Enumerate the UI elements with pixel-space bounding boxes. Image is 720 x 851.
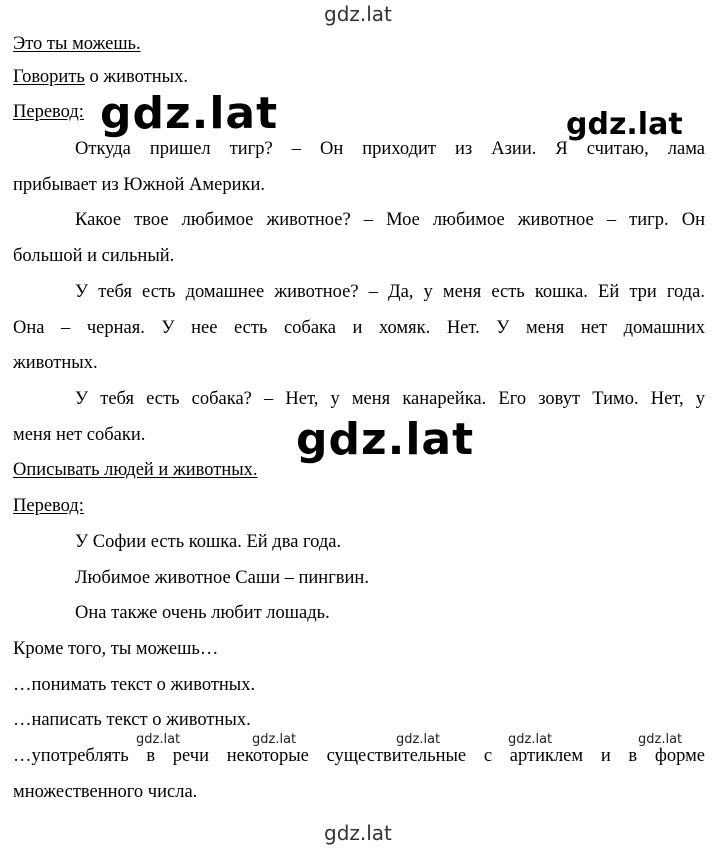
watermark-row-3: gdz.lat (396, 732, 441, 747)
paragraph-3-line-1: У тебя есть домашнее животное? – Да, у меня есть кошка. Ей три года. (75, 282, 705, 302)
translation-label-2: Перевод: (13, 496, 84, 516)
watermark-row-5: gdz.lat (638, 732, 683, 747)
speak-rest: о животных. (84, 67, 188, 87)
paragraph-2-line-2: большой и сильный. (13, 246, 175, 266)
paragraph-3-line-3: животных. (13, 353, 98, 373)
sentence-2: Любимое животное Саши – пингвин. (75, 568, 369, 588)
paragraph-3-line-2: Она – черная. У нее есть собака и хомяк. Нет. У меня нет домашних (13, 318, 705, 338)
sentence-3: Она также очень любит лошадь. (75, 603, 330, 623)
translation-label-1: Перевод: (13, 102, 84, 122)
skill-item-3-line-2: множественного числа. (13, 782, 198, 802)
watermark-top: gdz.lat (324, 2, 392, 26)
sentence-1: У Софии есть кошка. Ей два года. (75, 532, 342, 552)
paragraph-4-line-1: У тебя есть собака? – Нет, у меня канарейка. Его зовут Тимо. Нет, у (75, 389, 705, 409)
skill-item-3-line-1: …употреблять в речи некоторые существительные с артиклем и в форме (13, 746, 705, 766)
speak-about-animals (13, 66, 705, 88)
section2-heading: Описывать людей и животных. (13, 460, 258, 480)
paragraph-4-line-2: меня нет собаки. (13, 425, 146, 445)
paragraph-2-line-1: Какое твое любимое животное? – Мое любимое животное – тигр. Он (75, 210, 705, 230)
skill-item-2: …написать текст о животных. (13, 710, 251, 730)
also-can-intro: Кроме того, ты можешь… (13, 639, 219, 659)
paragraph-1-line-2: прибывает из Южной Америки. (13, 175, 265, 195)
watermark-row-2: gdz.lat (252, 732, 297, 747)
watermark-row-4: gdz.lat (508, 732, 553, 747)
skill-item-1: …понимать текст о животных. (13, 675, 256, 695)
speak-link[interactable]: Говорить (13, 67, 85, 87)
watermark-large-left: gdz.lat (100, 88, 279, 139)
paragraph-1-line-1: Откуда пришел тигр? – Он приходит из Азии. Я считаю, лама (75, 139, 705, 159)
watermark-bottom: gdz.lat (324, 821, 392, 845)
watermark-large-center: gdz.lat (296, 414, 475, 465)
section1-heading: Это ты можешь. (13, 34, 141, 54)
watermark-row-1: gdz.lat (136, 732, 181, 747)
watermark-large-right: gdz.lat (566, 107, 683, 142)
